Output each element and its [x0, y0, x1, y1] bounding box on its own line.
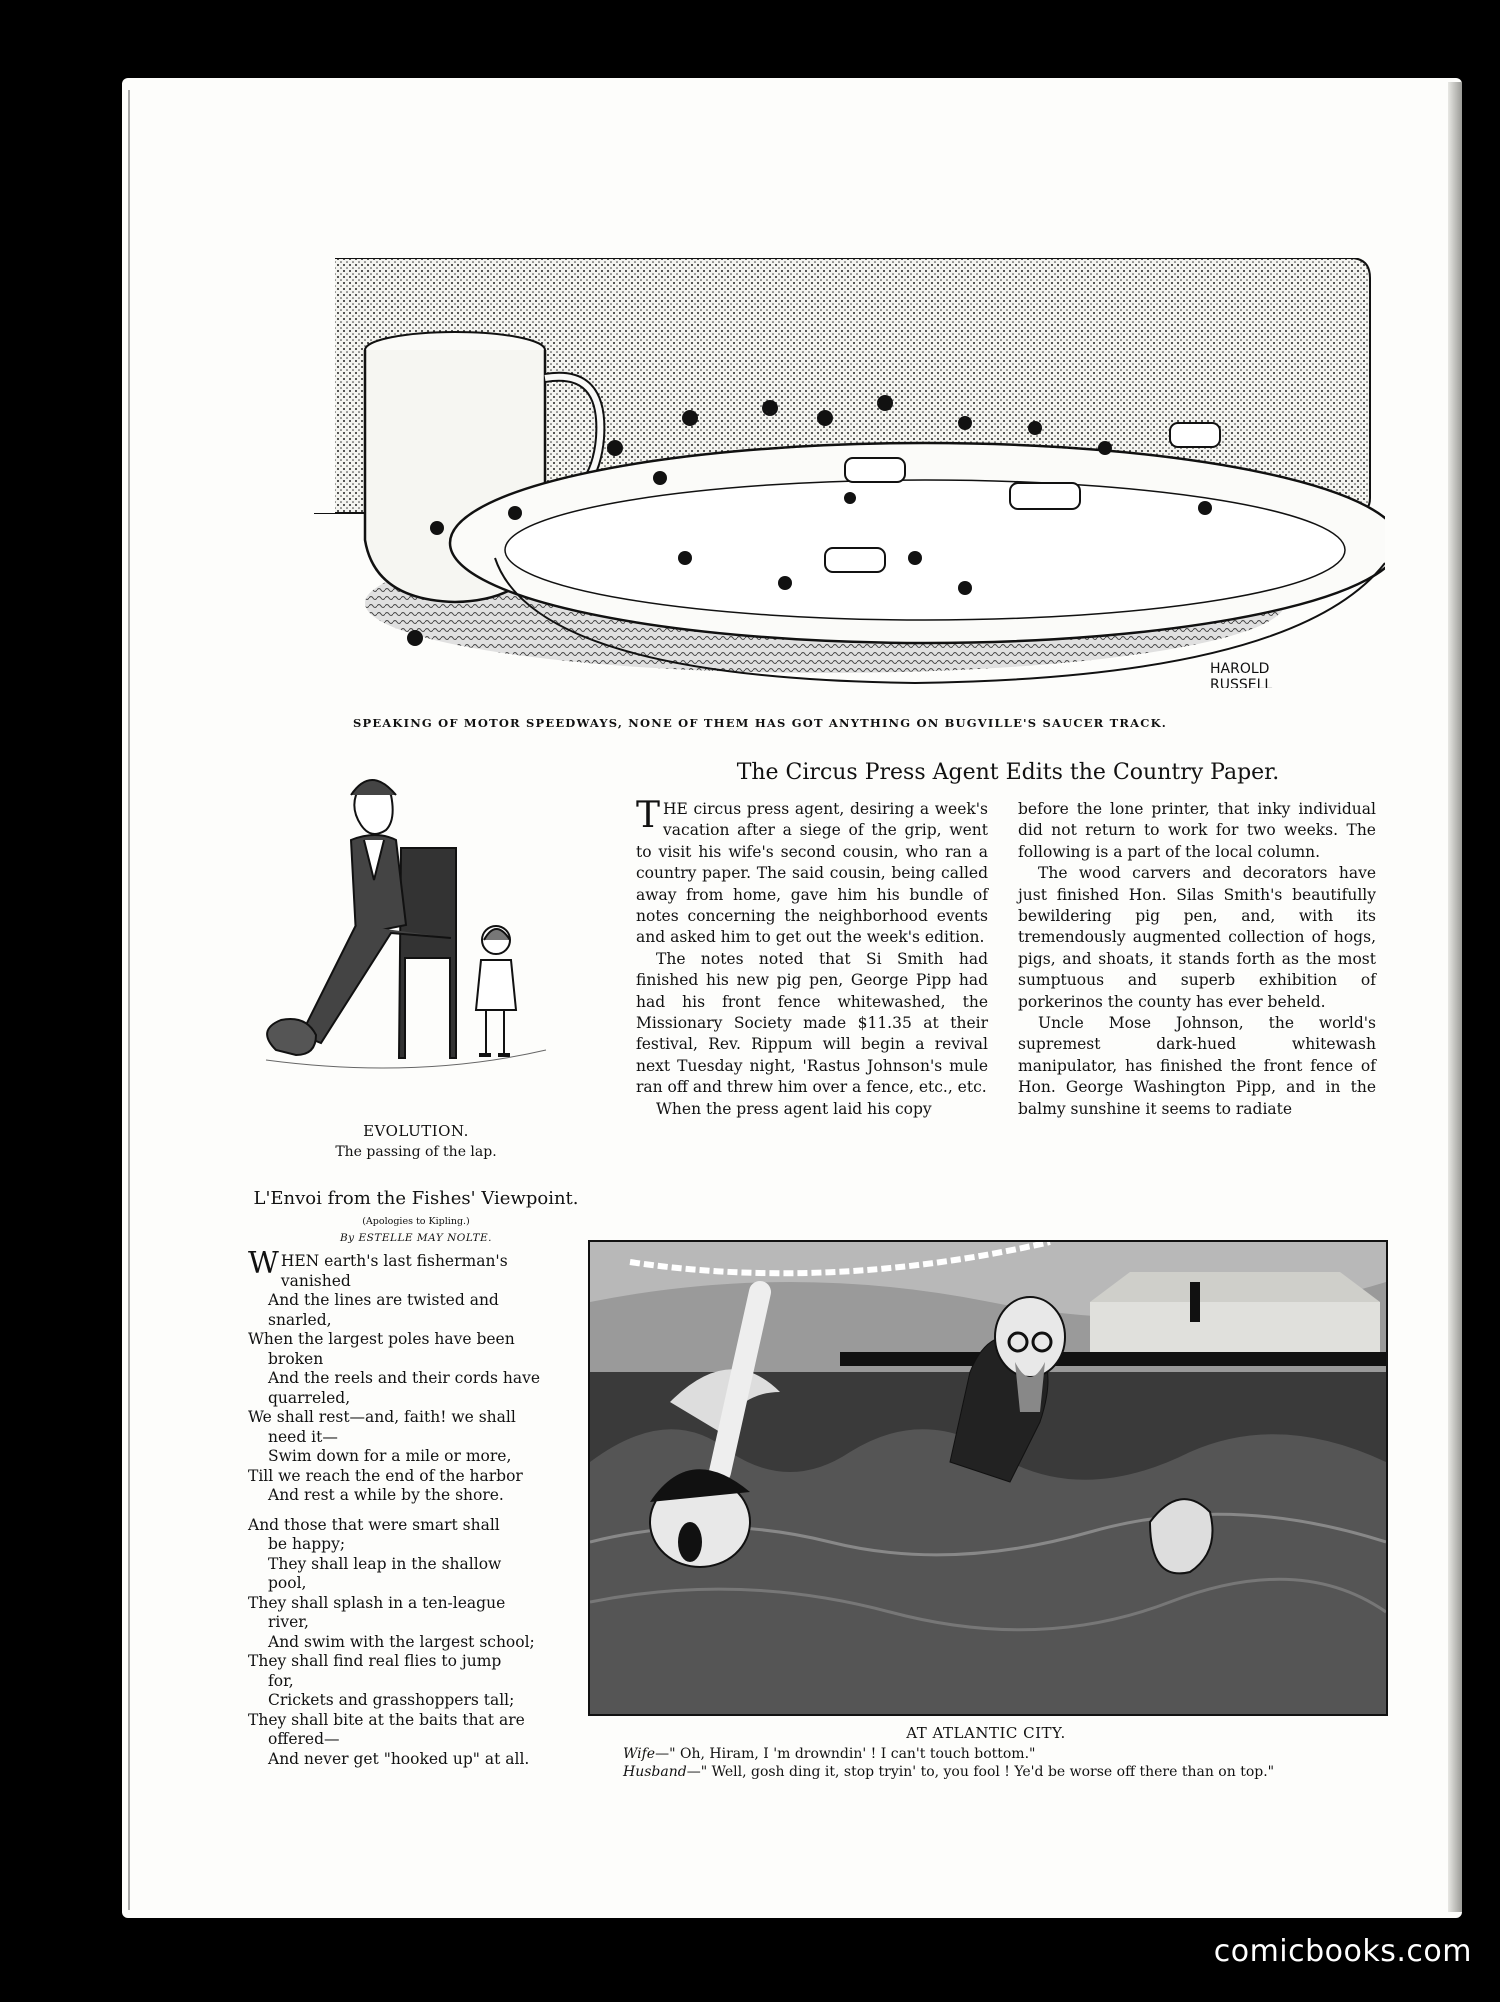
poem-line: We shall rest—and, faith! we shall: [248, 1408, 516, 1426]
article-paragraph: [1018, 799, 1376, 863]
evolution-subtitle: The passing of the lap.: [335, 1144, 497, 1160]
bugville-saucer-track-illustration: [265, 258, 1385, 688]
poem-line: And those that were smart shall: [248, 1515, 500, 1534]
evolution-title: EVOLUTION.: [363, 1122, 469, 1140]
poem-line: Till we reach the end of the harbor: [248, 1466, 523, 1485]
article-paragraph: [636, 795, 988, 949]
poem-dropcap: W: [248, 1246, 279, 1281]
poem-apology: (Apologies to Kipling.): [362, 1216, 470, 1227]
atlantic-city-illustration: [588, 1240, 1388, 1716]
poem-line: And the reels and their cords have: [268, 1369, 541, 1387]
top-cartoon-caption: SPEAKING OF MOTOR SPEEDWAYS, NONE OF THEM HAS GOT ANYTHING ON BUGVILLE'S SAUCER TRACK.: [352, 716, 1167, 730]
poem-line: offered—: [268, 1730, 340, 1748]
article-paragraph-text: HE circus press agent, desiring a week's vacation after a siege of the grip, went to visit his wife's second cousin, who ran a country paper. The said cousin, being called away from home, gave him his bundle of notes concerning the neighborhood events and asked him to get out the week's edition.: [636, 800, 988, 947]
stanza-break: [248, 1506, 570, 1516]
article-paragraph-text: When the press agent laid his copy: [656, 1099, 932, 1118]
article-title: The Circus Press Agent Edits the Country Paper.: [736, 760, 1280, 785]
page-gutter: [128, 90, 130, 1910]
evolution-illustration: [236, 760, 596, 1105]
page-edge: [1448, 82, 1462, 1912]
poem-line: vanished: [280, 1271, 351, 1290]
poem-line: river,: [268, 1613, 309, 1631]
poem-byline: By ESTELLE MAY NOLTE.: [339, 1232, 493, 1244]
poem-line: pool,: [268, 1574, 307, 1592]
poem-line: They shall leap in the shallow: [268, 1554, 502, 1573]
article-paragraph-text: Uncle Mose Johnson, the world's supremest dark-hued whitewash manipulator, has finished the front fence of Hon. George Washington Pipp, and in the balmy sunshine it seems to radiate: [1018, 1014, 1376, 1118]
husband-dialogue: Husband—" Well, gosh ding it, stop tryin' to, you fool ! Ye'd be worse off there than on top.": [623, 1764, 1275, 1780]
poem-line: for,: [268, 1671, 294, 1690]
poem-line: Crickets and grasshoppers tall;: [268, 1691, 515, 1709]
article-column-2: [1018, 799, 1376, 1120]
poem-line: need it—: [268, 1427, 338, 1446]
poem-body: [248, 1246, 570, 1769]
article-paragraph-text: The wood carvers and decorators have just finished Hon. Silas Smith's beautifully bewildering pig pen, and, with its tremendously augmented collection of hogs, pigs, and shoats, it stands forth as the most sumptuous and superb exhibition of porkerinos the county has ever beheld.: [1018, 864, 1376, 1011]
poem-line: And swim with the largest school;: [268, 1632, 535, 1651]
article-paragraph-text: The notes noted that Si Smith had finished his new pig pen, George Pipp had had his front fence whitewashed, the Missionary Society made $11.35 at their festival, Rev. Rippum will begin a revival next Tuesday night, 'Rastus Johnson's mule ran off and threw him over a fence, etc., etc.: [636, 949, 988, 1097]
illustrator-signature: HAROLD RUSSELL: [1210, 661, 1273, 688]
poem-line: They shall find real flies to jump: [248, 1652, 502, 1670]
wife-dialogue: Wife—" Oh, Hiram, I 'm drowndin' ! I can't touch bottom.": [623, 1746, 1036, 1762]
poem-line: They shall bite at the baits that are: [248, 1710, 525, 1729]
site-watermark: comicbooks.com: [1213, 1934, 1472, 1969]
article-paragraph: [1018, 863, 1376, 1013]
poem-line: And rest a while by the shore.: [268, 1486, 504, 1504]
poem-line: quarreled,: [268, 1388, 351, 1407]
article-paragraph: [1018, 1013, 1376, 1120]
poem-line: They shall splash in a ten-league: [248, 1593, 506, 1612]
article-dropcap: T: [636, 795, 661, 836]
article-paragraph-text: before the lone printer, that inky individual did not return to work for two weeks. The following is a part of the local column.: [1018, 800, 1376, 861]
atlantic-city-title: AT ATLANTIC CITY.: [906, 1724, 1066, 1742]
poem-line: And never get "hooked up" at all.: [268, 1749, 530, 1768]
article-column-1: [636, 795, 988, 1120]
article-paragraph: [636, 949, 988, 1099]
poem-line: When the largest poles have been: [248, 1330, 515, 1348]
poem-line: be happy;: [268, 1535, 346, 1553]
poem-line: Swim down for a mile or more,: [268, 1447, 512, 1465]
poem-line: broken: [268, 1349, 324, 1368]
poem-line: HEN earth's last fisherman's: [280, 1252, 508, 1270]
poem-line: And the lines are twisted and: [268, 1291, 499, 1309]
poem-title: L'Envoi from the Fishes' Viewpoint.: [253, 1188, 579, 1209]
poem-line: snarled,: [268, 1310, 332, 1329]
article-paragraph: [636, 1099, 988, 1120]
